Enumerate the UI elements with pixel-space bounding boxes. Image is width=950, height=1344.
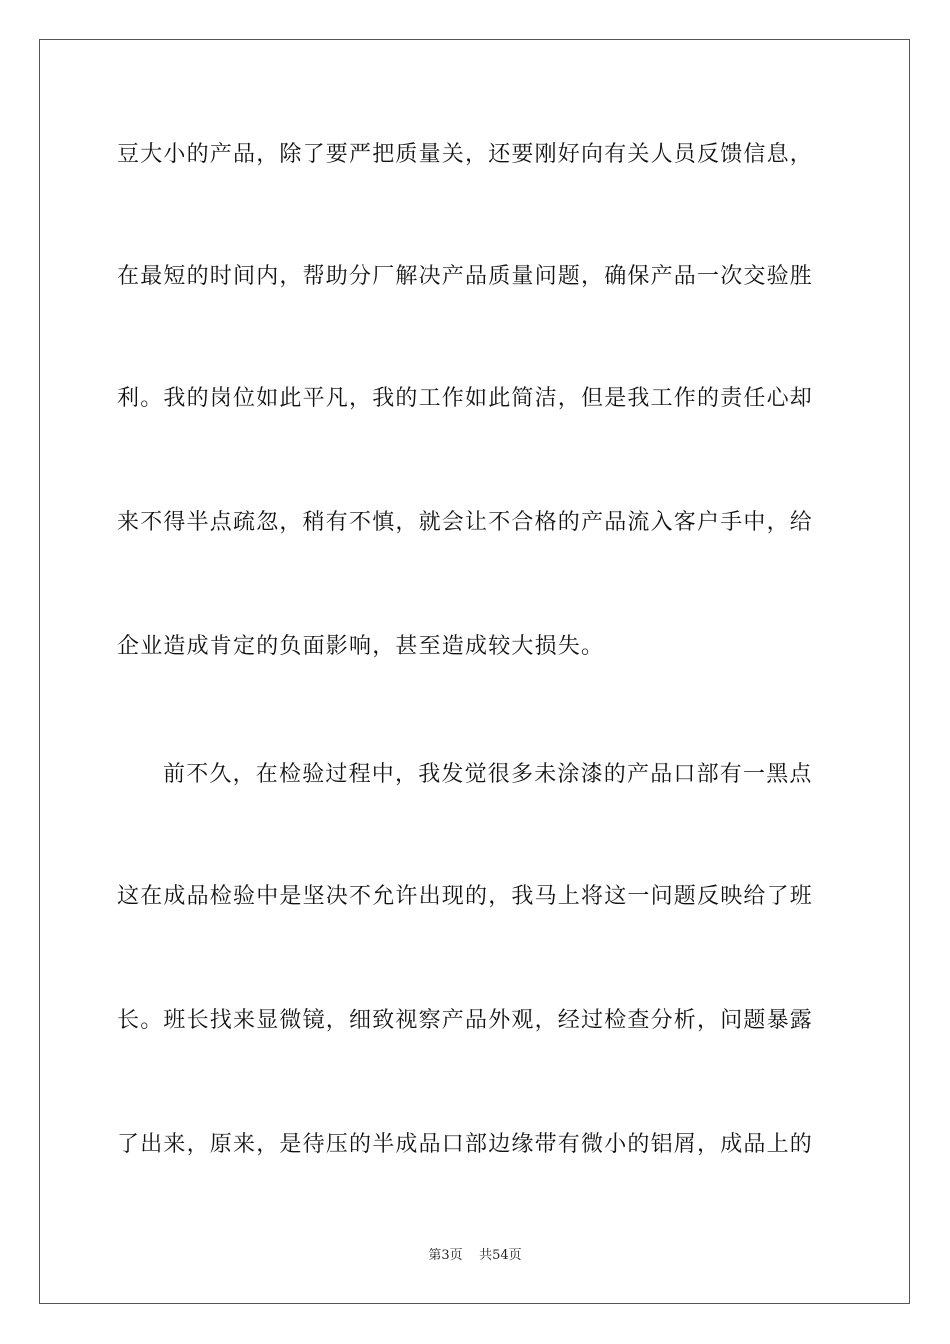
body-text-line: 豆大小的产品，除了要严把质量关，还要刚好向有关人员反馈信息， — [117, 142, 814, 167]
page-number: 第3页 — [428, 1248, 463, 1263]
body-text-line: 来不得半点疏忽，稍有不慎，就会让不合格的产品流入客户手中，给 — [117, 510, 814, 535]
page-frame — [39, 39, 910, 1304]
body-text-line: 长。班长找来显微镜，细致视察产品外观，经过检查分析，问题暴露 — [117, 1008, 814, 1033]
page-footer — [0, 1247, 950, 1265]
body-text-line: 在最短的时间内，帮助分厂解决产品质量问题，确保产品一次交验胜 — [117, 264, 814, 289]
body-text-line: 企业造成肯定的负面影响，甚至造成较大损失。 — [117, 634, 605, 659]
paragraph-start-line: 前不久，在检验过程中，我发觉很多未涂漆的产品口部有一黑点 — [163, 762, 813, 787]
body-text-line: 利。我的岗位如此平凡，我的工作如此简洁，但是我工作的责任心却 — [117, 386, 814, 411]
page-total: 共54页 — [479, 1248, 522, 1263]
body-text-line: 这在成品检验中是坚决不允许出现的，我马上将这一问题反映给了班 — [117, 884, 814, 909]
body-text-line: 了出来，原来，是待压的半成品口部边缘带有微小的铝屑，成品上的 — [117, 1132, 814, 1157]
